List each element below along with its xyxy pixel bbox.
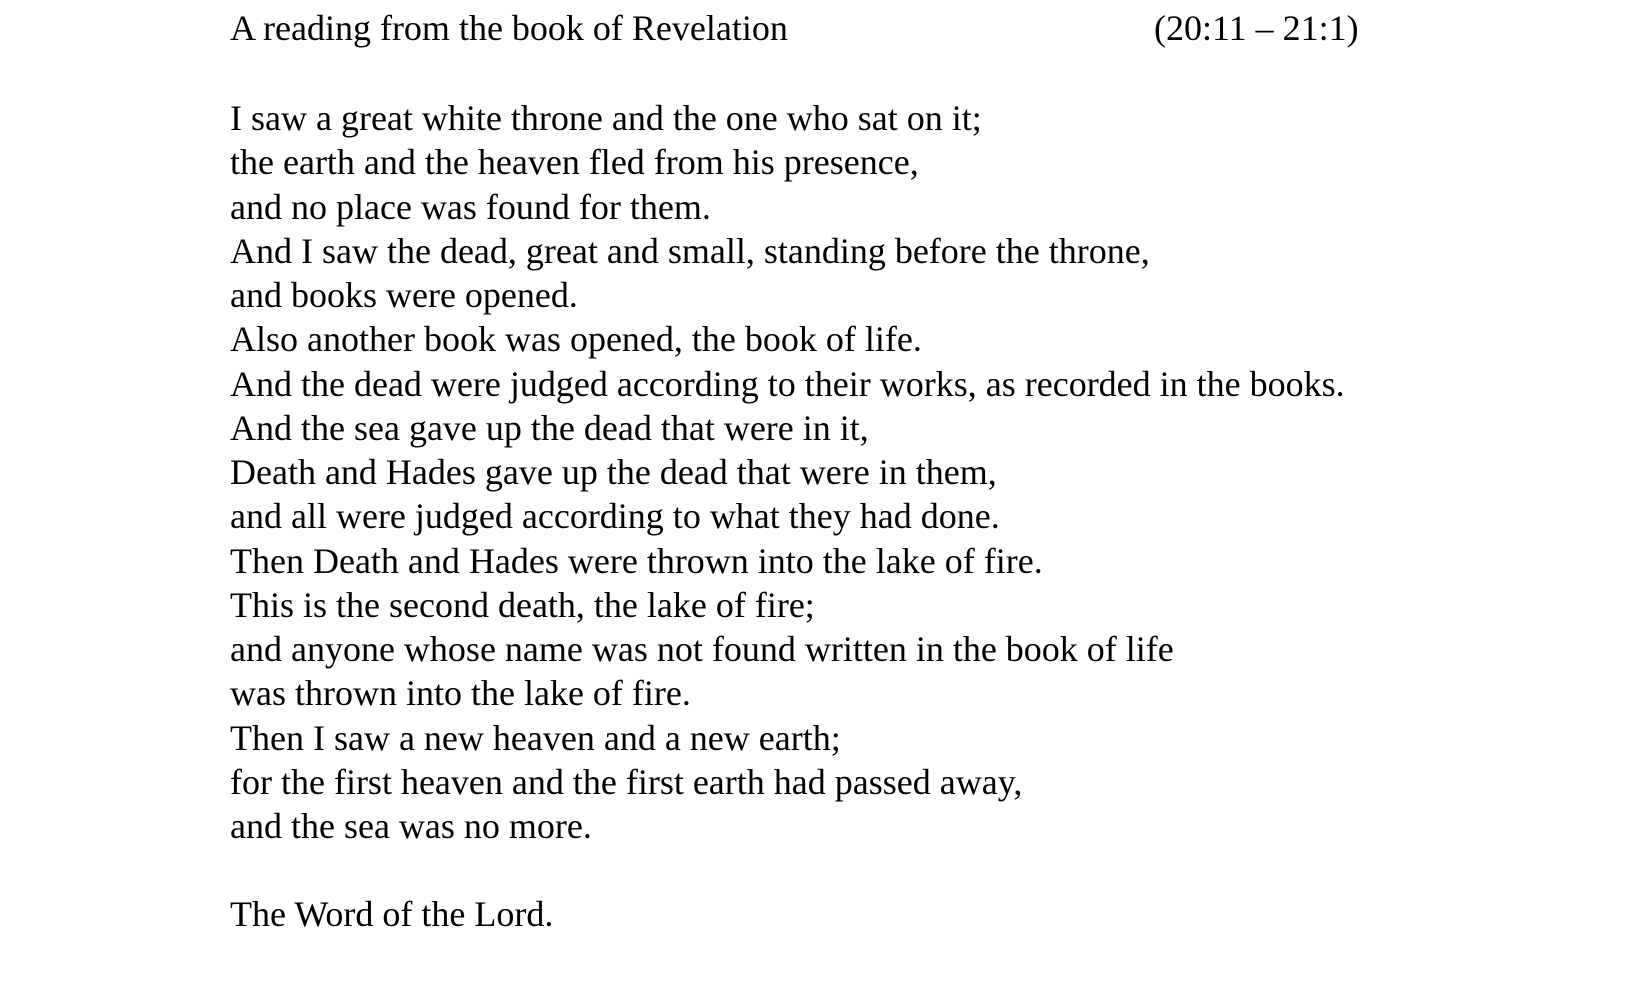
reading-title: A reading from the book of Revelation xyxy=(230,8,788,48)
verse-line: I saw a great white throne and the one who sat on it; xyxy=(230,98,982,138)
verse-line: and books were opened. xyxy=(230,275,578,315)
verse-line: was thrown into the lake of fire. xyxy=(230,673,691,714)
closing-acclamation: The Word of the Lord. xyxy=(230,894,554,934)
verse-line: And I saw the dead, great and small, standing before the throne, xyxy=(230,230,1150,271)
verse-line: and no place was found for them. xyxy=(230,186,711,227)
verse-line: for the first heaven and the first earth had passed away, xyxy=(230,761,1023,802)
verse-line: the earth and the heaven fled from his presence, xyxy=(230,142,919,183)
verse-line: and the sea was no more. xyxy=(230,806,592,846)
verse-line: And the dead were judged according to their works, as recorded in the books. xyxy=(230,363,1345,404)
verse-line: and anyone whose name was not found written in the book of life xyxy=(230,629,1174,669)
verse-line: Then Death and Hades were thrown into the lake of fire. xyxy=(230,540,1043,581)
verse-line: Then I saw a new heaven and a new earth; xyxy=(230,717,841,758)
verse-line: Also another book was opened, the book of life. xyxy=(230,319,922,360)
reading-text xyxy=(230,96,1345,848)
scripture-reference: (20:11 – 21:1) xyxy=(1154,8,1359,48)
verse-line: Death and Hades gave up the dead that were in them, xyxy=(230,452,997,492)
verse-line: and all were judged according to what they had done. xyxy=(230,496,1000,537)
verse-line: And the sea gave up the dead that were in it, xyxy=(230,407,869,448)
verse-line: This is the second death, the lake of fire; xyxy=(230,584,815,625)
